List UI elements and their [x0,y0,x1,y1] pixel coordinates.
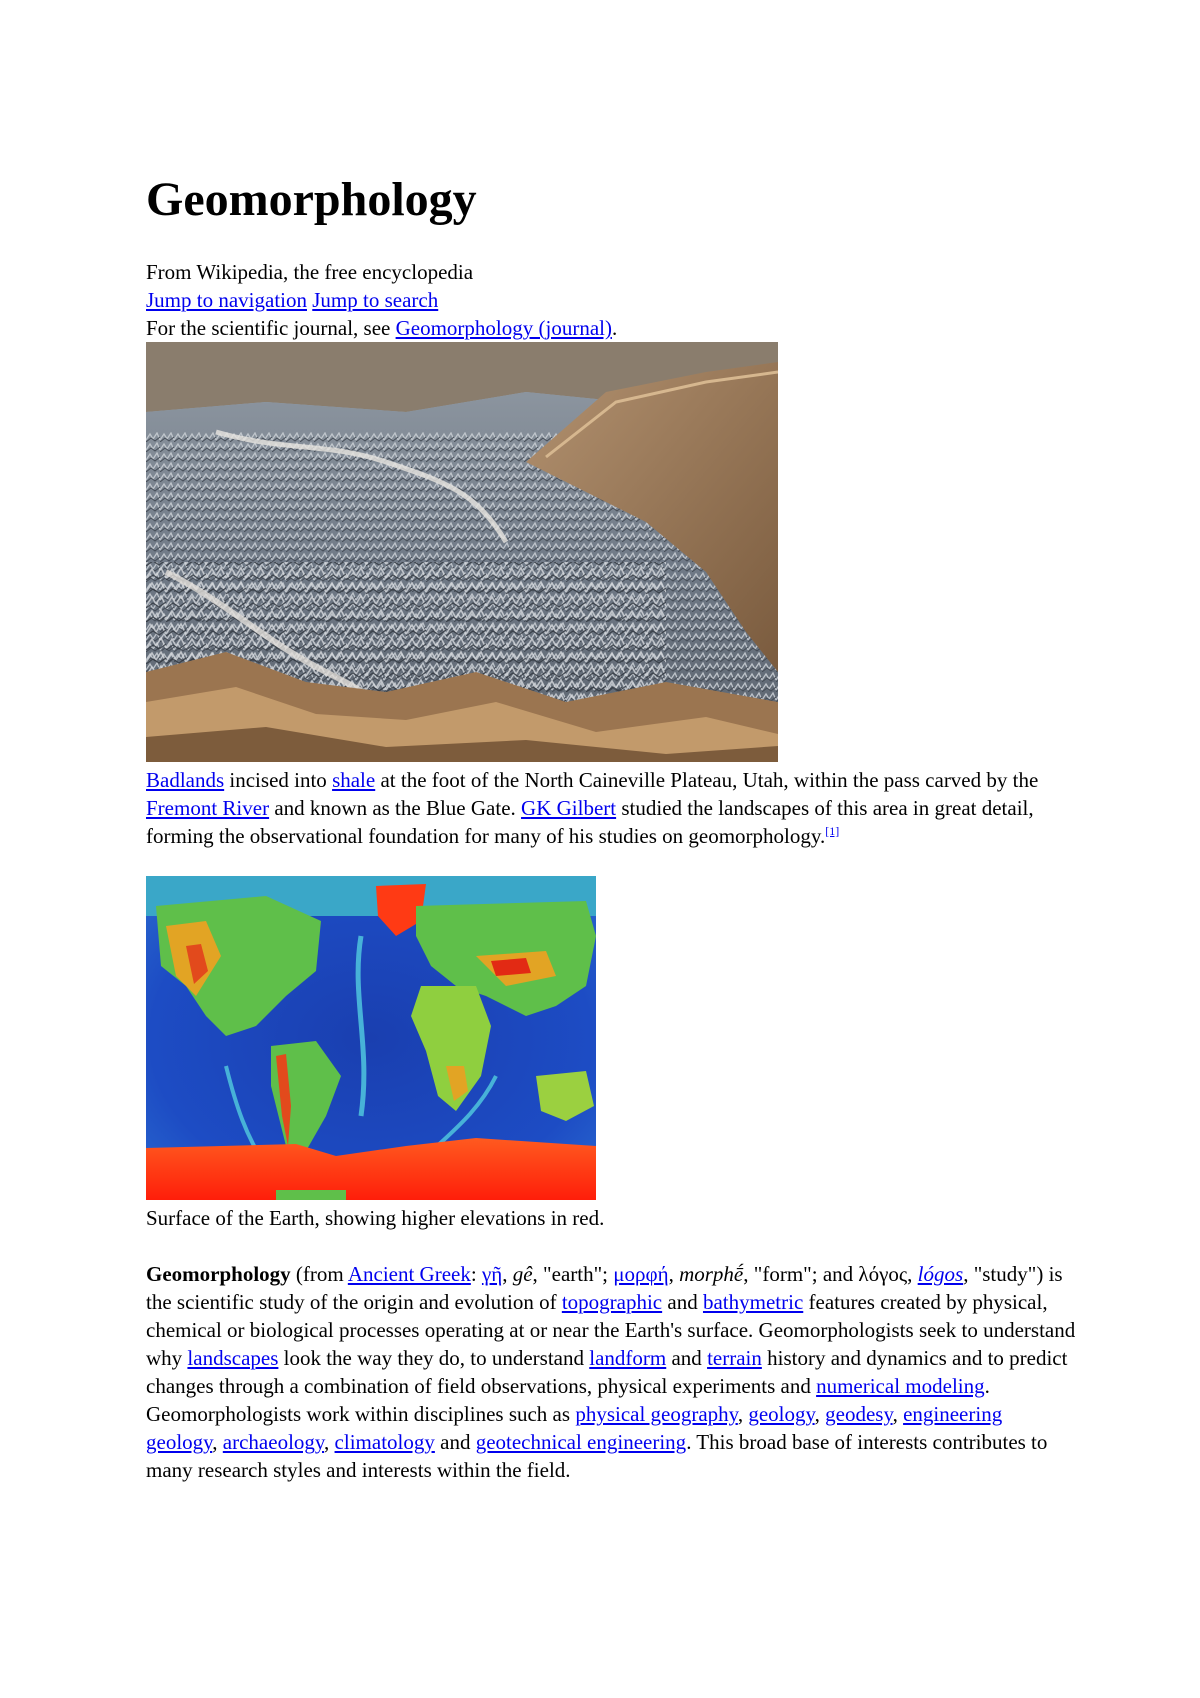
landscapes-link[interactable]: landscapes [187,1346,279,1370]
jump-links [146,286,438,314]
earth-elevation-image[interactable] [146,876,596,1200]
morphe-link[interactable]: μορφή [613,1262,669,1286]
badlands-link[interactable]: Badlands [146,768,225,792]
journal-link[interactable]: Geomorphology (journal) [395,316,612,340]
geodesy-link[interactable]: geodesy [825,1402,893,1426]
topographic-link[interactable]: topographic [561,1290,663,1314]
intro-paragraph: Geomorphology (from Ancient Greek: γῆ, gê, "earth"; μορφή, morphḗ, "form"; and λόγος, lógos, "study") is the scientific study of the origin and evolution of topographic and bathymetric features created by physical, chemical or biological processes operating at or near the Earth's surface. Geomorphologists seek to understand why landscapes look the way they do, to understand landform and terrain history and dynamics and to predict changes through a combination of field observations, physical experiments and numerical modeling. Geomorphologists work within disciplines such as physical geography, geology, geodesy, engineering geology, archaeology, climatology and geotechnical engineering. This broad base of interests contributes to many research styles and interests within the field. [146,1262,1076,1482]
physical-geography-link[interactable]: physical geography [575,1402,738,1426]
ancient-greek-link[interactable]: Ancient Greek [347,1262,471,1286]
terrain-link[interactable]: terrain [707,1346,762,1370]
landform-link[interactable]: landform [589,1346,667,1370]
page-title: Geomorphology [146,173,477,226]
earth-caption: Surface of the Earth, showing higher elevations in red. [146,1206,605,1230]
badlands-image[interactable] [146,342,778,762]
numerical-modeling-link[interactable]: numerical modeling [816,1374,985,1398]
ge-link[interactable]: γῆ [481,1262,503,1286]
earth-elevation-map [146,876,596,1200]
jump-to-search-link[interactable]: Jump to search [312,288,439,312]
geotechnical-engineering-link[interactable]: geotechnical engineering [475,1430,687,1454]
archaeology-link[interactable]: archaeology [222,1430,325,1454]
badlands-photo [146,342,778,762]
gk-gilbert-link[interactable]: GK Gilbert [521,796,617,820]
badlands-caption: Badlands incised into shale at the foot of the North Caineville Plateau, Utah, within the pass carved by the Fremont River and known as the Blue Gate. GK Gilbert studied the landscapes of this area in great detail, forming the observational foundation for many of his studies on geomorphology.[1] [146,768,1039,848]
fremont-river-link[interactable]: Fremont River [146,796,270,820]
hatnote: For the scientific journal, see Geomorphology (journal). [146,316,618,340]
climatology-link[interactable]: climatology [334,1430,435,1454]
jump-to-navigation-link[interactable]: Jump to navigation [146,288,307,312]
engineering-geology-link[interactable]: engineering geology [146,1402,1003,1454]
bathymetric-link[interactable]: bathymetric [702,1290,804,1314]
logos-link[interactable]: lógos [917,1262,964,1286]
tagline: From Wikipedia, the free encyclopedia [146,260,474,284]
reference-1-link[interactable]: [1] [825,824,840,838]
intro-term: Geomorphology [146,1262,291,1286]
geology-link[interactable]: geology [748,1402,815,1426]
shale-link[interactable]: shale [332,768,376,792]
